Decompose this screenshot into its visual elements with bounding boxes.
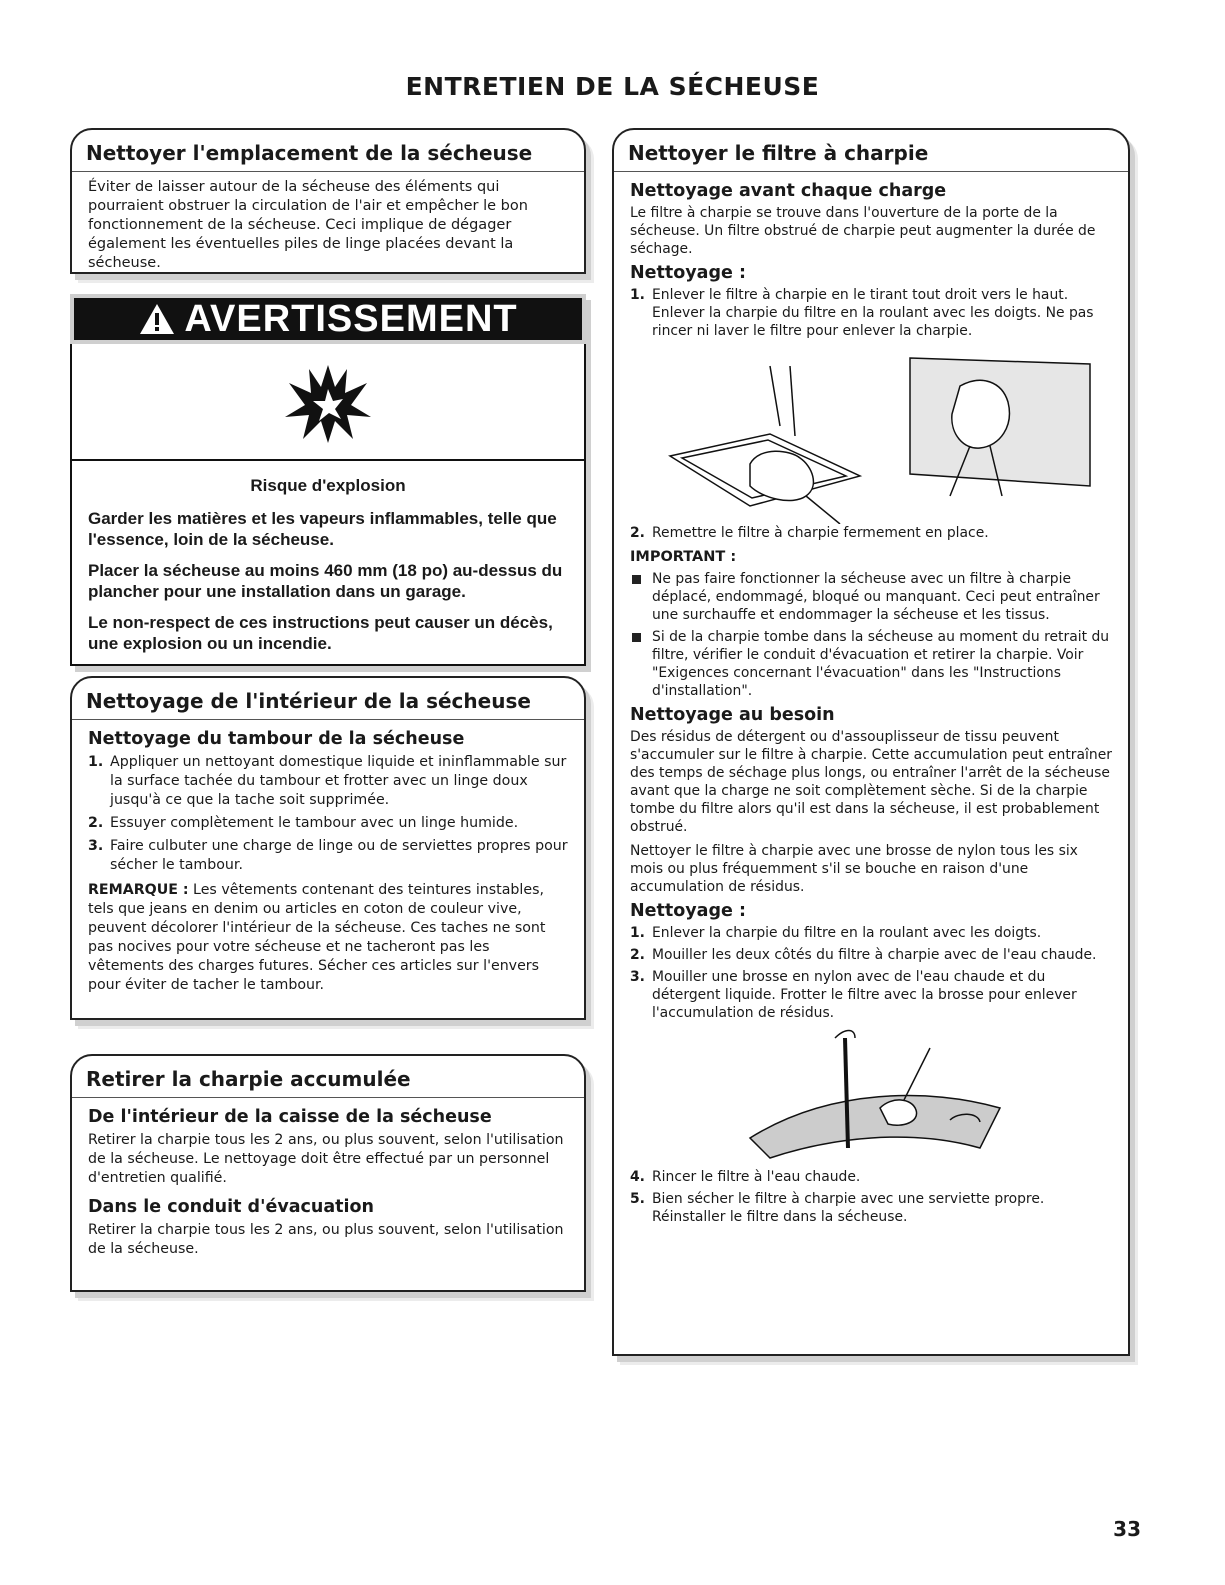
section-filtre <box>612 128 1130 1356</box>
interieur-step: 3. Faire culbuter une charge de linge ou de serviettes propres pour sécher le tambour. <box>88 838 568 873</box>
charpie-acc-sub1: De l'intérieur de la caisse de la sécheuse <box>88 1107 492 1127</box>
lint-filter-removal-illustration <box>630 346 1110 524</box>
section-emplacement-title: Nettoyer l'emplacement de la sécheuse <box>72 130 584 172</box>
page-title: ENTRETIEN DE LA SÉCHEUSE <box>405 72 820 101</box>
charpie-acc-text1: Retirer la charpie tous les 2 ans, ou plus souvent, selon l'utilisation de la sécheuse. Le nettoyage doit être effectué par un personnel d'entretien qualifié. <box>88 1132 564 1186</box>
filtre-step: 3. Mouiller une brosse en nylon avec de l'eau chaude et du détergent liquide. Frotter le filtre avec la brosse pour enlever l'accumulation de résidus. <box>630 969 1077 1021</box>
section-interieur-title: Nettoyage de l'intérieur de la sécheuse <box>72 678 584 720</box>
explosion-symbol <box>72 344 584 461</box>
warning-risk: Risque d'explosion <box>250 476 406 495</box>
interieur-subtitle: Nettoyage du tambour de la sécheuse <box>88 729 465 749</box>
filtre-step: 2. Mouiller les deux côtés du filtre à charpie avec de l'eau chaude. <box>630 947 1097 963</box>
page-number: 33 <box>1113 1517 1141 1541</box>
filtre-sub-avant: Nettoyage avant chaque charge <box>630 181 947 201</box>
bullet-square-icon <box>632 575 641 584</box>
important-item: Ne pas faire fonctionner la sécheuse avec un filtre à charpie déplacé, endommagé, bloqué ou manquant. Ceci peut entraîner une surchauffe et endommager la sécheuse et les tissus. <box>630 570 1112 624</box>
warning-line-3: Le non-respect de ces instructions peut causer un décès, une explosion ou un incendie. <box>88 613 553 653</box>
section-emplacement <box>70 128 586 274</box>
charpie-acc-text2: Retirer la charpie tous les 2 ans, ou plus souvent, selon l'utilisation de la sécheuse. <box>88 1222 564 1257</box>
important-item: Si de la charpie tombe dans la sécheuse au moment du retrait du filtre, vérifier le conduit d'évacuation et retirer la charpie. Voir "Exigences concernant l'évacuation" dans les "Instructions d'installation". <box>630 628 1112 700</box>
warning-title: AVERTISSEMENT <box>184 297 518 340</box>
filtre-step: 2. Remettre le filtre à charpie fermement en place. <box>630 525 989 541</box>
filtre-text-avant: Le filtre à charpie se trouve dans l'ouverture de la porte de la sécheuse. Un filtre obstrué de charpie peut augmenter la durée de séchage. <box>630 205 1096 257</box>
emplacement-text: Éviter de laisser autour de la sécheuse des éléments qui pourraient obstruer la circulation de l'air et empêcher le bon fonctionnement de la sécheuse. Ceci implique de dégager également les éventuelles piles de linge placées devant la sécheuse. <box>88 179 528 271</box>
filtre-text-besoin1: Des résidus de détergent ou d'assouplisseur de tissu peuvent s'accumuler sur le filtre à charpie. Cette accumulation peut entraîner des temps de séchage plus longs, ou entraîner l'arrêt de la sécheuse avant que la charge ne soit complètement sèche. Si de la charpie tombe du filtre alors qu'il est dans la sécheuse, il est probablement obstrué. <box>630 729 1112 835</box>
filtre-sub-nettoyage: Nettoyage : <box>630 263 746 283</box>
explosion-icon <box>283 357 373 447</box>
filtre-step: 1. Enlever la charpie du filtre en la roulant avec les doigts. <box>630 925 1042 941</box>
filtre-step: 4. Rincer le filtre à l'eau chaude. <box>630 1169 861 1185</box>
filtre-step: 1. Enlever le filtre à charpie en le tirant tout droit vers le haut. Enlever la charpie du filtre en la roulant avec les doigts. Ne pas rincer ni laver le filtre pour enlever la charpie. <box>630 287 1094 339</box>
filtre-sub-besoin: Nettoyage au besoin <box>630 705 835 725</box>
bullet-square-icon <box>632 633 641 642</box>
section-charpie-accumulee-title: Retirer la charpie accumulée <box>72 1056 584 1098</box>
section-interieur <box>70 676 586 1020</box>
filtre-illustration-1 <box>630 346 1112 524</box>
remarque: REMARQUE : Les vêtements contenant des teintures instables, tels que jeans en denim ou articles en coton de couleur vive, peuvent décolorer l'intérieur de la sécheuse. Ces taches ne sont pas nocives pour votre sécheuse et ne tacheront pas les vêtements des charges futures. Sécher ces articles sur l'envers pour éviter de tacher le tambour. <box>88 882 546 993</box>
filtre-text-besoin2: Nettoyer le filtre à charpie avec une brosse de nylon tous les six mois ou plus fréquemment s'il se bouche en raison d'une accumulation de résidus. <box>630 843 1078 895</box>
section-filtre-title: Nettoyer le filtre à charpie <box>614 130 1128 172</box>
warning-line-2: Placer la sécheuse au moins 460 mm (18 po) au-dessus du plancher pour une installation dans un garage. <box>88 561 563 601</box>
important-label: IMPORTANT : <box>630 549 737 565</box>
filtre-illustration-2 <box>630 1028 1112 1168</box>
warning-triangle-icon <box>138 302 176 336</box>
interieur-step: 2. Essuyer complètement le tambour avec un linge humide. <box>88 815 519 831</box>
warning-line-1: Garder les matières et les vapeurs inflammables, telle que l'essence, loin de la sécheuse. <box>88 509 557 549</box>
filtre-step: 5. Bien sécher le filtre à charpie avec une serviette propre. Réinstaller le filtre dans la sécheuse. <box>630 1191 1045 1225</box>
filtre-sub-nettoyage2: Nettoyage : <box>630 901 746 921</box>
section-charpie-accumulee <box>70 1054 586 1292</box>
warning-panel <box>70 294 586 666</box>
warning-header <box>70 294 586 344</box>
charpie-acc-sub2: Dans le conduit d'évacuation <box>88 1197 375 1217</box>
lint-filter-brushing-illustration <box>630 1028 1110 1168</box>
interieur-step: 1. Appliquer un nettoyant domestique liquide et ininflammable sur la surface tachée du tambour et frotter avec un linge doux jusqu'à ce que la tache soit supprimée. <box>88 754 567 808</box>
